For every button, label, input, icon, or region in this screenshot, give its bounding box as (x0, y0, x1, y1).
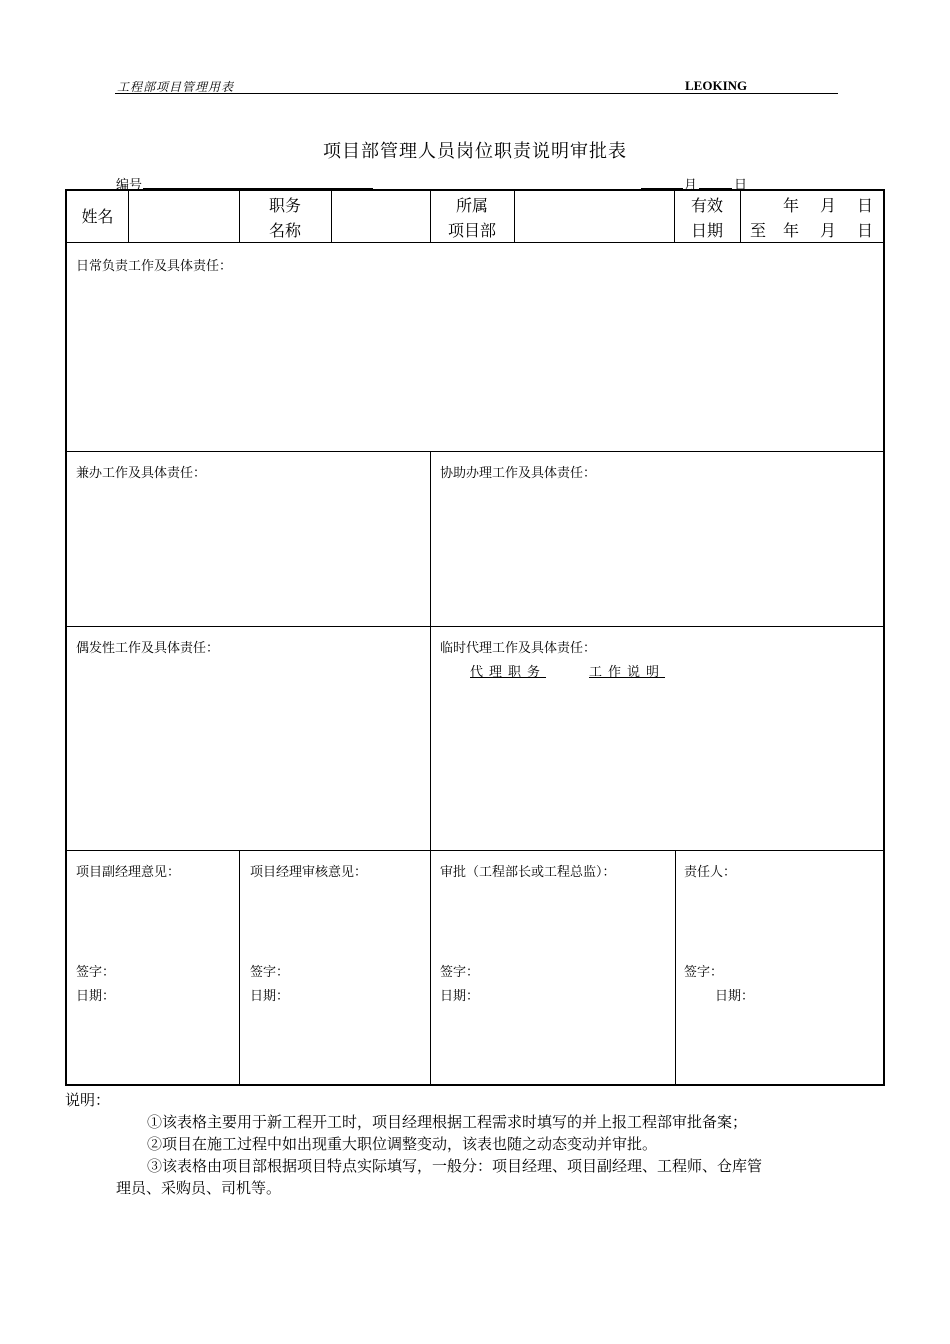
month-label: 月 (684, 178, 698, 193)
col-divider (675, 850, 676, 1086)
header-left-text: 工程部项目管理用表 (117, 80, 235, 94)
daily-duties-label: 日常负责工作及具体责任： (76, 259, 233, 274)
start-month-label: 月 (820, 196, 837, 215)
valid-label-2: 日期 (690, 221, 723, 240)
row-divider (67, 626, 883, 627)
temporary-duties-field[interactable] (432, 683, 882, 849)
col-divider (239, 850, 240, 1086)
assist-duties-field[interactable] (432, 481, 882, 625)
header-brand: LEOKING (685, 78, 748, 93)
note-item-3: ③该表格由项目部根据项目特点实际填写，一般分：项目经理、项目副经理、工程师、仓库管 (147, 1157, 763, 1175)
concurrent-duties-label: 兼办工作及具体责任： (76, 466, 207, 481)
form-title: 项目部管理人员岗位职责说明审批表 (323, 141, 627, 162)
work-description-header: 工作说明 (589, 665, 666, 680)
note-item-3-cont: 理员、采购员、司机等。 (116, 1179, 282, 1197)
dept-label-1: 所属 (455, 196, 488, 215)
dept-label-2: 项目部 (447, 221, 496, 240)
day-label: 日 (734, 178, 748, 193)
valid-label-1: 有效 (690, 196, 723, 215)
form-table (65, 189, 885, 1086)
notes-heading: 说明： (65, 1091, 111, 1109)
approval-label: 审批（工程部长或工程总监）： (440, 865, 616, 880)
temporary-duties-label: 临时代理工作及具体责任： (440, 641, 597, 656)
row-divider (67, 451, 883, 452)
name-label: 姓名 (81, 207, 114, 226)
row-divider (67, 850, 883, 851)
end-day-label: 日 (857, 221, 874, 240)
responsible-date-label: 日期： (715, 989, 755, 1004)
deputy-manager-sign-label: 签字： (76, 965, 116, 980)
approval-sign-label: 签字： (440, 965, 480, 980)
dept-field[interactable] (515, 192, 673, 241)
note-item-2: ②项目在施工过程中如出现重大职位调整变动，该表也随之动态变动并审批。 (147, 1135, 658, 1153)
start-day-label: 日 (857, 196, 874, 215)
assist-duties-label: 协助办理工作及具体责任： (440, 466, 597, 481)
responsible-sign-label: 签字： (684, 965, 724, 980)
start-year-label: 年 (783, 196, 800, 215)
position-label-2: 名称 (268, 221, 301, 240)
occasional-duties-label: 偶发性工作及具体责任： (76, 641, 220, 656)
deputy-manager-date-label: 日期： (76, 989, 116, 1004)
approval-date-label: 日期： (440, 989, 480, 1004)
to-label: 至 (750, 221, 767, 240)
name-field[interactable] (129, 192, 238, 241)
col-divider (740, 191, 741, 242)
manager-review-label: 项目经理审核意见： (250, 865, 368, 880)
note-item-1: ①该表格主要用于新工程开工时，项目经理根据工程需求时填写的并上报工程部审批备案； (147, 1113, 748, 1131)
concurrent-duties-field[interactable] (68, 481, 428, 625)
position-field[interactable] (332, 192, 429, 241)
number-label: 编号 (116, 178, 143, 193)
occasional-duties-field[interactable] (68, 657, 428, 849)
responsible-person-label: 责任人： (684, 865, 737, 880)
end-month-label: 月 (820, 221, 837, 240)
daily-duties-field[interactable] (68, 273, 882, 449)
acting-position-header: 代理职务 (470, 665, 547, 680)
col-divider (430, 451, 431, 1086)
position-label-1: 职务 (268, 196, 301, 215)
header-rule (115, 93, 838, 94)
end-year-label: 年 (783, 221, 800, 240)
manager-sign-label: 签字： (250, 965, 290, 980)
manager-date-label: 日期： (250, 989, 290, 1004)
deputy-manager-opinion-label: 项目副经理意见： (76, 865, 181, 880)
